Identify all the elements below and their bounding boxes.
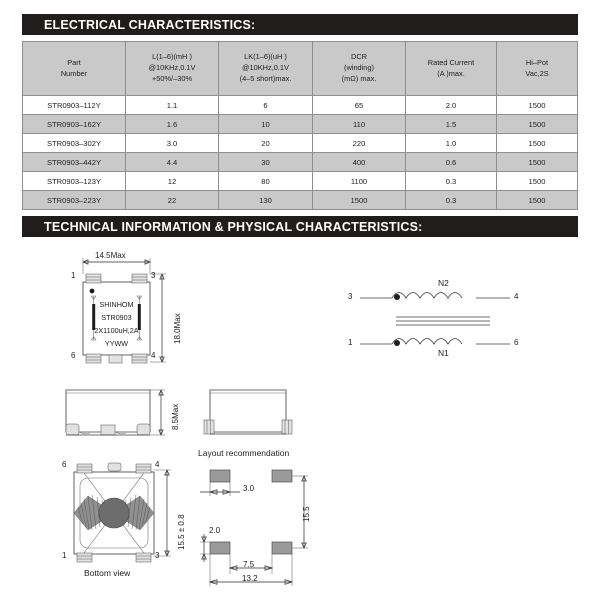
cell-part-number: STR0903–112Y — [23, 96, 126, 115]
cell-hipot: 1500 — [497, 153, 578, 172]
column-header-inductance — [126, 42, 219, 96]
bottom-view-pin-6-label: 6 — [62, 460, 67, 469]
layout-dimension-pad-height: 2.0 — [209, 526, 221, 535]
layout-recommendation-drawing — [196, 450, 371, 590]
cell-rated-current: 2.0 — [406, 96, 497, 115]
cell-inductance: 1.6 — [126, 115, 219, 134]
layout-dimension-vertical: 15.5 — [302, 506, 311, 522]
header-line: @10KHz,0.1V — [148, 63, 196, 73]
schematic-winding-n2-label: N2 — [438, 278, 449, 288]
side-view-right-drawing — [200, 382, 310, 448]
side-view-front-drawing — [58, 382, 188, 448]
cell-rated-current: 1.0 — [406, 134, 497, 153]
table-row — [23, 172, 578, 191]
top-view-marking-line: SHINHOM — [99, 300, 134, 309]
top-view-drawing — [50, 252, 230, 387]
top-view-pin-3-label: 3 — [151, 271, 156, 280]
bottom-view-height-dimension: 15.5 ± 0.8 — [177, 514, 186, 550]
column-header-rated-current — [406, 42, 497, 96]
cell-inductance: 4.4 — [126, 153, 219, 172]
figure-side-view-front — [58, 382, 188, 448]
cell-hipot: 1500 — [497, 172, 578, 191]
header-line: Rated Current — [427, 57, 475, 67]
header-line: (A )max. — [437, 68, 465, 78]
cell-hipot: 1500 — [497, 191, 578, 210]
cell-part-number: STR0903–223Y — [23, 191, 126, 210]
header-line: Hi–Pot — [525, 57, 549, 67]
cell-part-number: STR0903–162Y — [23, 115, 126, 134]
cell-dcr: 220 — [313, 134, 406, 153]
cell-inductance: 1.1 — [126, 96, 219, 115]
bottom-view-pin-3-label: 3 — [155, 551, 160, 560]
header-line: @10KHz,0.1V — [242, 63, 289, 73]
figure-bottom-view — [52, 458, 202, 576]
cell-leakage-inductance: 6 — [219, 96, 313, 115]
cell-dcr: 1500 — [313, 191, 406, 210]
table-header-row — [23, 42, 578, 96]
header-line: (4–5 short)max. — [239, 73, 292, 83]
bottom-view-pin-4-label: 4 — [155, 460, 160, 469]
column-header-dcr — [313, 42, 406, 96]
section-header-technical — [22, 216, 578, 237]
header-line: LK(1–6)(uH ) — [244, 52, 287, 62]
cell-rated-current: 0.6 — [406, 153, 497, 172]
header-line: (mΩ) max. — [341, 73, 377, 83]
schematic-pin-6-label: 6 — [514, 338, 519, 347]
cell-rated-current: 0.3 — [406, 172, 497, 191]
table-row — [23, 191, 578, 210]
cell-hipot: 1500 — [497, 134, 578, 153]
top-view-pin-6-label: 6 — [71, 351, 76, 360]
layout-dimension-outer: 13.2 — [242, 574, 258, 583]
cell-rated-current: 0.3 — [406, 191, 497, 210]
header-line: DCR — [350, 52, 367, 62]
figure-side-view-right — [200, 382, 310, 448]
drawings-area — [0, 240, 600, 600]
electrical-characteristics-table — [22, 41, 578, 210]
column-header-hipot — [497, 42, 578, 96]
cell-inductance: 22 — [126, 191, 219, 210]
cell-leakage-inductance: 10 — [219, 115, 313, 134]
table-row — [23, 115, 578, 134]
header-line: +50%/–30% — [151, 73, 193, 83]
top-view-marking-line: STR0903 — [101, 313, 132, 322]
schematic-pin-3-label: 3 — [348, 292, 353, 301]
figure-winding-schematic — [350, 270, 540, 375]
header-line: Part — [67, 57, 81, 67]
cell-part-number: STR0903–302Y — [23, 134, 126, 153]
layout-recommendation-title: Layout recommendation — [198, 448, 290, 458]
bottom-view-caption: Bottom view — [84, 568, 131, 578]
header-line: L(1–6)(mH ) — [152, 52, 192, 62]
schematic-pin-1-label: 1 — [348, 338, 353, 347]
cell-inductance: 3.0 — [126, 134, 219, 153]
cell-rated-current: 1.5 — [406, 115, 497, 134]
top-view-height-dimension: 18.0Max — [173, 313, 182, 344]
figure-layout-recommendation — [196, 450, 371, 590]
top-view-pin-1-label: 1 — [71, 271, 76, 280]
column-header-leakage-inductance — [219, 42, 313, 96]
cell-part-number: STR0903–442Y — [23, 153, 126, 172]
cell-dcr: 1100 — [313, 172, 406, 191]
side-view-height-dimension: 8.5Max — [171, 403, 180, 430]
top-view-pin-4-label: 4 — [151, 351, 156, 360]
layout-dimension-inner: 7.5 — [243, 560, 255, 569]
table-row — [23, 96, 578, 115]
table-row — [23, 134, 578, 153]
cell-leakage-inductance: 130 — [219, 191, 313, 210]
section-header-electrical-label: ELECTRICAL CHARACTERISTICS: — [44, 17, 256, 32]
header-line: (winding) — [344, 63, 374, 73]
schematic-pin-4-label: 4 — [514, 292, 519, 301]
cell-dcr: 110 — [313, 115, 406, 134]
top-view-marking-line: 2X1100uH,2A — [94, 326, 139, 335]
column-header-part-number — [23, 42, 126, 96]
top-view-width-dimension: 14.5Max — [95, 251, 126, 260]
electrical-characteristics-table-wrapper — [22, 41, 578, 210]
header-line: Number — [60, 68, 88, 78]
bottom-view-pin-1-label: 1 — [62, 551, 67, 560]
layout-dimension-pad-width: 3.0 — [243, 484, 255, 493]
figure-top-view — [50, 252, 230, 387]
cell-leakage-inductance: 30 — [219, 153, 313, 172]
cell-dcr: 65 — [313, 96, 406, 115]
cell-hipot: 1500 — [497, 115, 578, 134]
cell-dcr: 400 — [313, 153, 406, 172]
schematic-winding-n1-label: N1 — [438, 348, 449, 358]
cell-leakage-inductance: 80 — [219, 172, 313, 191]
top-view-marking-line: YYWW — [104, 339, 129, 348]
header-line: Vac,2S — [525, 68, 549, 78]
cell-part-number: STR0903–123Y — [23, 172, 126, 191]
cell-leakage-inductance: 20 — [219, 134, 313, 153]
section-header-technical-label: TECHNICAL INFORMATION & PHYSICAL CHARACTERISTICS: — [44, 219, 423, 234]
cell-inductance: 12 — [126, 172, 219, 191]
cell-hipot: 1500 — [497, 96, 578, 115]
table-row — [23, 153, 578, 172]
section-header-electrical — [22, 14, 578, 35]
